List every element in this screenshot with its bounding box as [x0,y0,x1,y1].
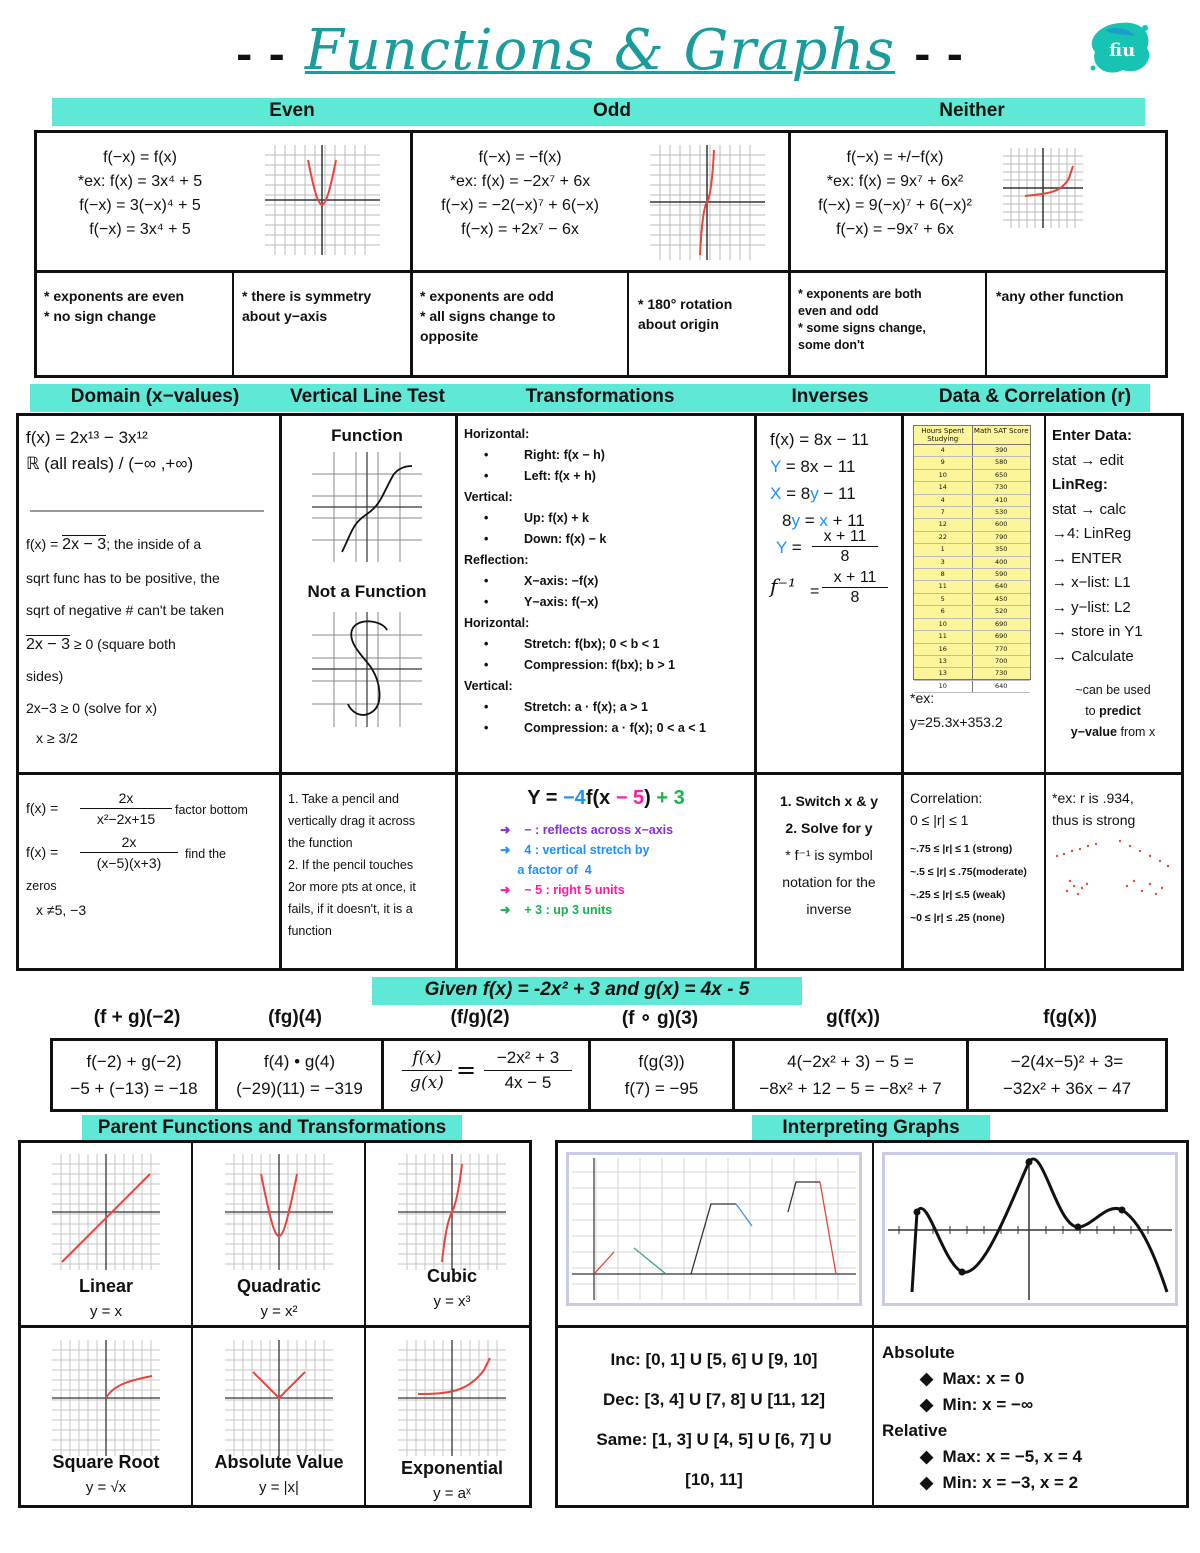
parent-function-equation: y = x² [260,1303,298,1320]
odd-line: f(−x) = −2(−x)⁷ + 6(−x) [441,197,599,214]
transform-item: • Left: f(x + h) [464,466,706,487]
inverse-line: 8y = x + 11 [782,511,865,530]
title-dashes-left: - - [235,31,287,78]
piecewise-graph [566,1152,862,1306]
odd-function-graph [650,145,765,260]
domain2-answer: x ≠5, −3 [36,902,87,918]
data-table-row: 5 450 [914,594,1030,606]
neither-equations [795,146,995,242]
inverse-fraction-1: x + 11 8 [812,527,878,566]
transform-heading: Horizontal: [464,616,530,630]
domain-line-9: x ≥ 3/2 [36,730,78,746]
correlation-levels: ~.75 ≤ |r| ≤ 1 (strong) ~.5 ≤ |r| ≤ .75(moderate) ~.25 ≤ |r| ≤.5 (weak) ~0 ≤ |r| ≤ .25 (none) [910,843,1027,924]
odd-line: f(−x) = −f(x) [478,149,562,166]
calculator-steps: Enter Data: stat → edit LinReg: stat → calc →4: LinReg → ENTER → x−list: L1 → y−list: L2 → store in Y1 → Calculate [1052,427,1143,665]
divider [381,1038,384,1112]
data-example-equation: y=25.3x+353.2 [910,714,1003,730]
header-data-correlation: Data & Correlation (r) [938,386,1132,407]
correlation-title: Correlation: [910,790,983,806]
transform-item: • Compression: a · f(x); 0 < a < 1 [464,718,706,739]
header-inverses: Inverses [791,386,869,407]
data-example-label: *ex: [910,690,935,706]
predict-note: ~can be used to predict y−value from x [1070,683,1156,739]
data-table-row: 13 730 [914,668,1030,680]
odd-line: f(−x) = +2x⁷ − 6x [461,221,579,238]
interpreting-header: Interpreting Graphs [782,1117,960,1138]
intervals [558,1340,870,1500]
svg-text:fiu: fiu [1109,40,1136,61]
operation-header: f(g(x)) [1043,1007,1097,1028]
data-table-row: 1 350 [914,544,1030,556]
odd-note-2: * 180° rotation about origin [638,296,733,332]
header-even: Even [269,100,315,121]
transform-example-item: ➜ − : reflects across x−axis [500,823,674,837]
neither-note-1: * exponents are both even and odd * some signs change, some don't [798,287,926,352]
transform-example-items [500,820,673,920]
data-table-body [914,445,1030,693]
interpreting-header-band [752,1115,990,1143]
even-equations [40,146,240,242]
data-table-row: 13 700 [914,656,1030,668]
even-line: *ex: f(x) = 3x⁴ + 5 [77,173,203,190]
transform-example-item: ➜ − 5 : right 5 units [500,883,625,897]
correlation-example-1: *ex: r is .934, [1052,790,1134,806]
divider [364,1140,366,1508]
even-note-2: * there is symmetry about y−axis [242,288,372,324]
operation-cell-f-of-g: −2(4x−5)² + 3= −32x² + 36x − 47 [1002,1052,1132,1098]
transform-example-equation: Y = −4f(x − 5) + 3 [527,787,685,809]
decreasing-intervals: Dec: [3, 4] U [7, 8] U [11, 12] [602,1390,826,1409]
transform-item: • Stretch: a · f(x); a > 1 [464,697,706,718]
parent-function-graph [398,1340,506,1456]
neither-line: f(−x) = −9x⁷ + 6x [836,221,954,238]
domain-line-1: f(x) = 2x¹³ − 3x¹² [26,428,148,447]
vlt-steps: 1. Take a pencil and vertically drag it across the function 2. If the pencil touches 2or more pts at once, it fails, if it doesn't, it is a function [288,792,416,938]
operation-header: (f/g)(2) [450,1007,510,1028]
domain2-fraction-2: 2x (x−5)(x+3) [80,832,178,873]
inverse-line: f(x) = 8x − 11 [770,430,869,449]
data-table-row: 3 400 [914,557,1030,569]
domain-separator [30,510,264,512]
operation-header: (f ∘ g)(3) [621,1008,699,1029]
even-note-1: * exponents are even * no sign change [44,288,185,324]
extrema-list: Absolute ◆ Max: x = 0 ◆ Min: x = −∞ Relative ◆ Max: x = −5, x = 4 ◆ Min: x = −3, x = 2 [882,1343,1082,1492]
parent-function-graph [225,1340,333,1456]
domain-line-5: sqrt of negative # can't be taken [26,602,225,618]
data-table-header: Hours Spent Studying [914,426,973,444]
parent-function-name: Cubic [426,1266,477,1286]
divider [455,413,458,971]
diamond-icon: ◆ [920,1473,934,1492]
operation-cell-composition: f(g(3)) f(7) = −95 [624,1052,699,1098]
parent-function-name: Quadratic [236,1276,322,1296]
inverse-line: Y = 8x − 11 [770,457,856,476]
data-table-row: 8 590 [914,569,1030,581]
parent-function-equation: y = |x| [259,1479,299,1496]
inverse-equals: = [810,583,820,600]
data-table-row: 10 690 [914,619,1030,631]
correlation-range: 0 ≤ |r| ≤ 1 [910,812,969,828]
inverses-steps [770,426,869,534]
odd-equations [415,146,625,242]
neither-function-graph [1003,148,1083,228]
data-table-row: 10 650 [914,470,1030,482]
transform-example-item: ➜ + 3 : up 3 units [500,903,613,917]
correlation-scatter-samples [1052,836,1172,911]
parent-function-graph [52,1154,160,1270]
extrema-graph [882,1152,1178,1306]
diamond-icon: ◆ [920,1447,934,1466]
inverse-finv: f⁻¹ [770,574,796,598]
header-domain: Domain (x−values) [70,386,240,407]
parent-function-cell [22,1148,190,1326]
transform-item: • Y−axis: f(−x) [464,592,706,613]
middle-header-band [30,384,1150,412]
correlation-example-2: thus is strong [1052,812,1136,828]
domain2-note-1: factor bottom [175,803,248,817]
title-text: Functions & Graphs [304,18,896,83]
domain-line-6: 2x − 3 ≥ 0 (square both [26,636,176,653]
divider [901,413,904,971]
divider [232,270,234,378]
even-line: f(−x) = 3x⁴ + 5 [89,221,191,238]
data-table-row: 11 640 [914,581,1030,593]
data-table-row: 6 520 [914,606,1030,618]
diamond-icon: ◆ [920,1395,934,1414]
operations-given-band [372,977,802,1005]
operation-cell-g-of-f: 4(−2x² + 3) − 5 = −8x² + 12 − 5 = −8x² + 7 [759,1052,942,1098]
logo-splash-icon [1085,18,1155,78]
constant-intervals: Same: [1, 3] U [4, 5] U [6, 7] U [596,1430,832,1449]
data-table-row: 9 580 [914,457,1030,469]
radicand: 2x − 3 [26,636,71,653]
data-table-row: 11 690 [914,631,1030,643]
domain-line-7: sides) [26,668,64,684]
page-title [0,18,1200,83]
data-table-row: 4 410 [914,495,1030,507]
even-line: f(−x) = f(x) [103,149,177,166]
parent-function-cell [368,1148,536,1326]
increasing-intervals: Inc: [0, 1] U [5, 6] U [9, 10] [610,1350,818,1369]
transform-item: • Up: f(x) + k [464,508,706,529]
transform-heading: Vertical: [464,679,513,693]
domain-line-8: 2x−3 ≥ 0 (solve for x) [26,700,158,716]
diamond-icon: ◆ [920,1369,934,1388]
logo [1085,18,1155,78]
even-line: f(−x) = 3(−x)⁴ + 5 [79,197,201,214]
odd-note-1: * exponents are odd * all signs change to opposite [420,288,556,344]
data-table-row: 22 790 [914,532,1030,544]
transform-heading: Reflection: [464,553,529,567]
parent-function-name: Linear [78,1276,134,1296]
vlt-function-graph [312,452,422,562]
parent-function-graph [52,1340,160,1456]
operation-header: (fg)(4) [268,1007,322,1028]
divider [1044,413,1046,971]
parent-function-cell [368,1334,536,1512]
operation-header: (f + g)(−2) [93,1007,181,1028]
operation-cell-product: f(4) • g(4) (−29)(11) = −319 [236,1052,363,1098]
divider [191,1140,193,1508]
divider [985,270,987,378]
parent-function-graph [225,1154,333,1270]
transformations-list [464,424,706,739]
header-neither: Neither [939,100,1005,121]
divider [872,1140,874,1508]
parent-function-equation: y = √x [85,1479,127,1496]
divider [279,413,282,971]
data-table-row: 14 730 [914,482,1030,494]
inverse-y: Y = [776,538,802,557]
domain2-zeros: zeros [26,879,57,893]
parent-function-name: Absolute Value [214,1452,344,1472]
parent-function-equation: y = aˣ [433,1485,471,1502]
domain-line-2: ℝ (all reals) / (−∞ ,+∞) [26,454,194,473]
transform-item: • Compression: f(bx); b > 1 [464,655,706,676]
domain2-note-2: find the [185,847,227,861]
domain-line-4: sqrt func has to be positive, the [26,570,220,586]
transform-item: • Right: f(x − h) [464,445,706,466]
neither-line: f(−x) = +/−f(x) [846,149,944,166]
parents-header-band [82,1115,462,1143]
odd-line: *ex: f(x) = −2x⁷ + 6x [449,173,591,190]
parent-function-name: Square Root [52,1452,160,1472]
neither-line: f(−x) = 9(−x)⁷ + 6(−x)² [818,197,972,214]
transform-item: • Down: f(x) − k [464,529,706,550]
domain2-f: f(x) = [26,844,59,860]
vlt-not-function-graph [312,612,422,727]
divider [555,1325,1189,1328]
header-transformations: Transformations [525,386,675,407]
parent-function-cell [22,1334,190,1512]
even-function-graph [265,145,380,255]
operation-header: g(f(x)) [826,1007,880,1028]
header-vlt: Vertical Line Test [290,386,445,407]
data-table-row: 7 530 [914,507,1030,519]
divider [627,270,629,378]
domain2-fraction-1: 2x x²−2x+15 [80,788,172,829]
operations-given: Given f(x) = -2x² + 3 and g(x) = 4x - 5 [424,979,750,1000]
divider [754,413,757,971]
parents-header: Parent Functions and Transformations [97,1117,447,1138]
data-table [913,425,1031,690]
divider [16,772,1184,775]
domain-line-3: f(x) = 2x − 3; the inside of a [26,536,202,553]
inverse-notes: 1. Switch x & y 2. Solve for y * f⁻¹ is symbol notation for the inverse [779,793,879,917]
parent-function-graph [398,1154,506,1270]
data-table-row: 10 640 [914,681,1030,693]
inverse-line: X = 8y − 11 [770,484,856,503]
inverse-fraction-2: x + 11 8 [822,568,888,607]
constant-intervals-cont: [10, 11] [685,1470,743,1489]
symmetry-header-band [52,98,1145,126]
divider [410,130,413,378]
data-table-row: 12 600 [914,519,1030,531]
vlt-not-function-label: Not a Function [307,582,427,601]
transform-item: • X−axis: −f(x) [464,571,706,592]
operations-headers [0,1007,1200,1033]
radicand: 2x − 3 [62,536,107,553]
title-dashes-right: - - [913,31,965,78]
header-odd: Odd [593,100,631,121]
divider [34,270,1168,273]
operation-cell-quotient: f(x) g(x) = −2x² + 3 4x − 5 [396,1046,580,1106]
neither-line: *ex: f(x) = 9x⁷ + 6x² [826,173,964,190]
domain2-f: f(x) = [26,800,59,816]
data-table-header: Math SAT Score [973,427,1029,435]
parent-function-cell [195,1334,363,1512]
transform-item: • Stretch: f(bx); 0 < b < 1 [464,634,706,655]
vlt-function-label: Function [331,426,403,445]
parent-function-cell [195,1148,363,1326]
data-table-row: 4 390 [914,445,1030,457]
neither-note-2: *any other function [996,288,1124,304]
transform-heading: Vertical: [464,490,513,504]
transform-heading: Horizontal: [464,427,530,441]
parent-function-name: Exponential [400,1458,503,1478]
parent-function-equation: y = x [89,1303,123,1320]
divider [788,130,791,378]
parent-function-equation: y = x³ [433,1293,471,1310]
operation-cell-sum: f(−2) + g(−2) −5 + (−13) = −18 [70,1052,198,1098]
data-table-row: 16 770 [914,644,1030,656]
transform-example-item: ➜ 4 : vertical stretch by a factor of 4 [500,843,650,877]
